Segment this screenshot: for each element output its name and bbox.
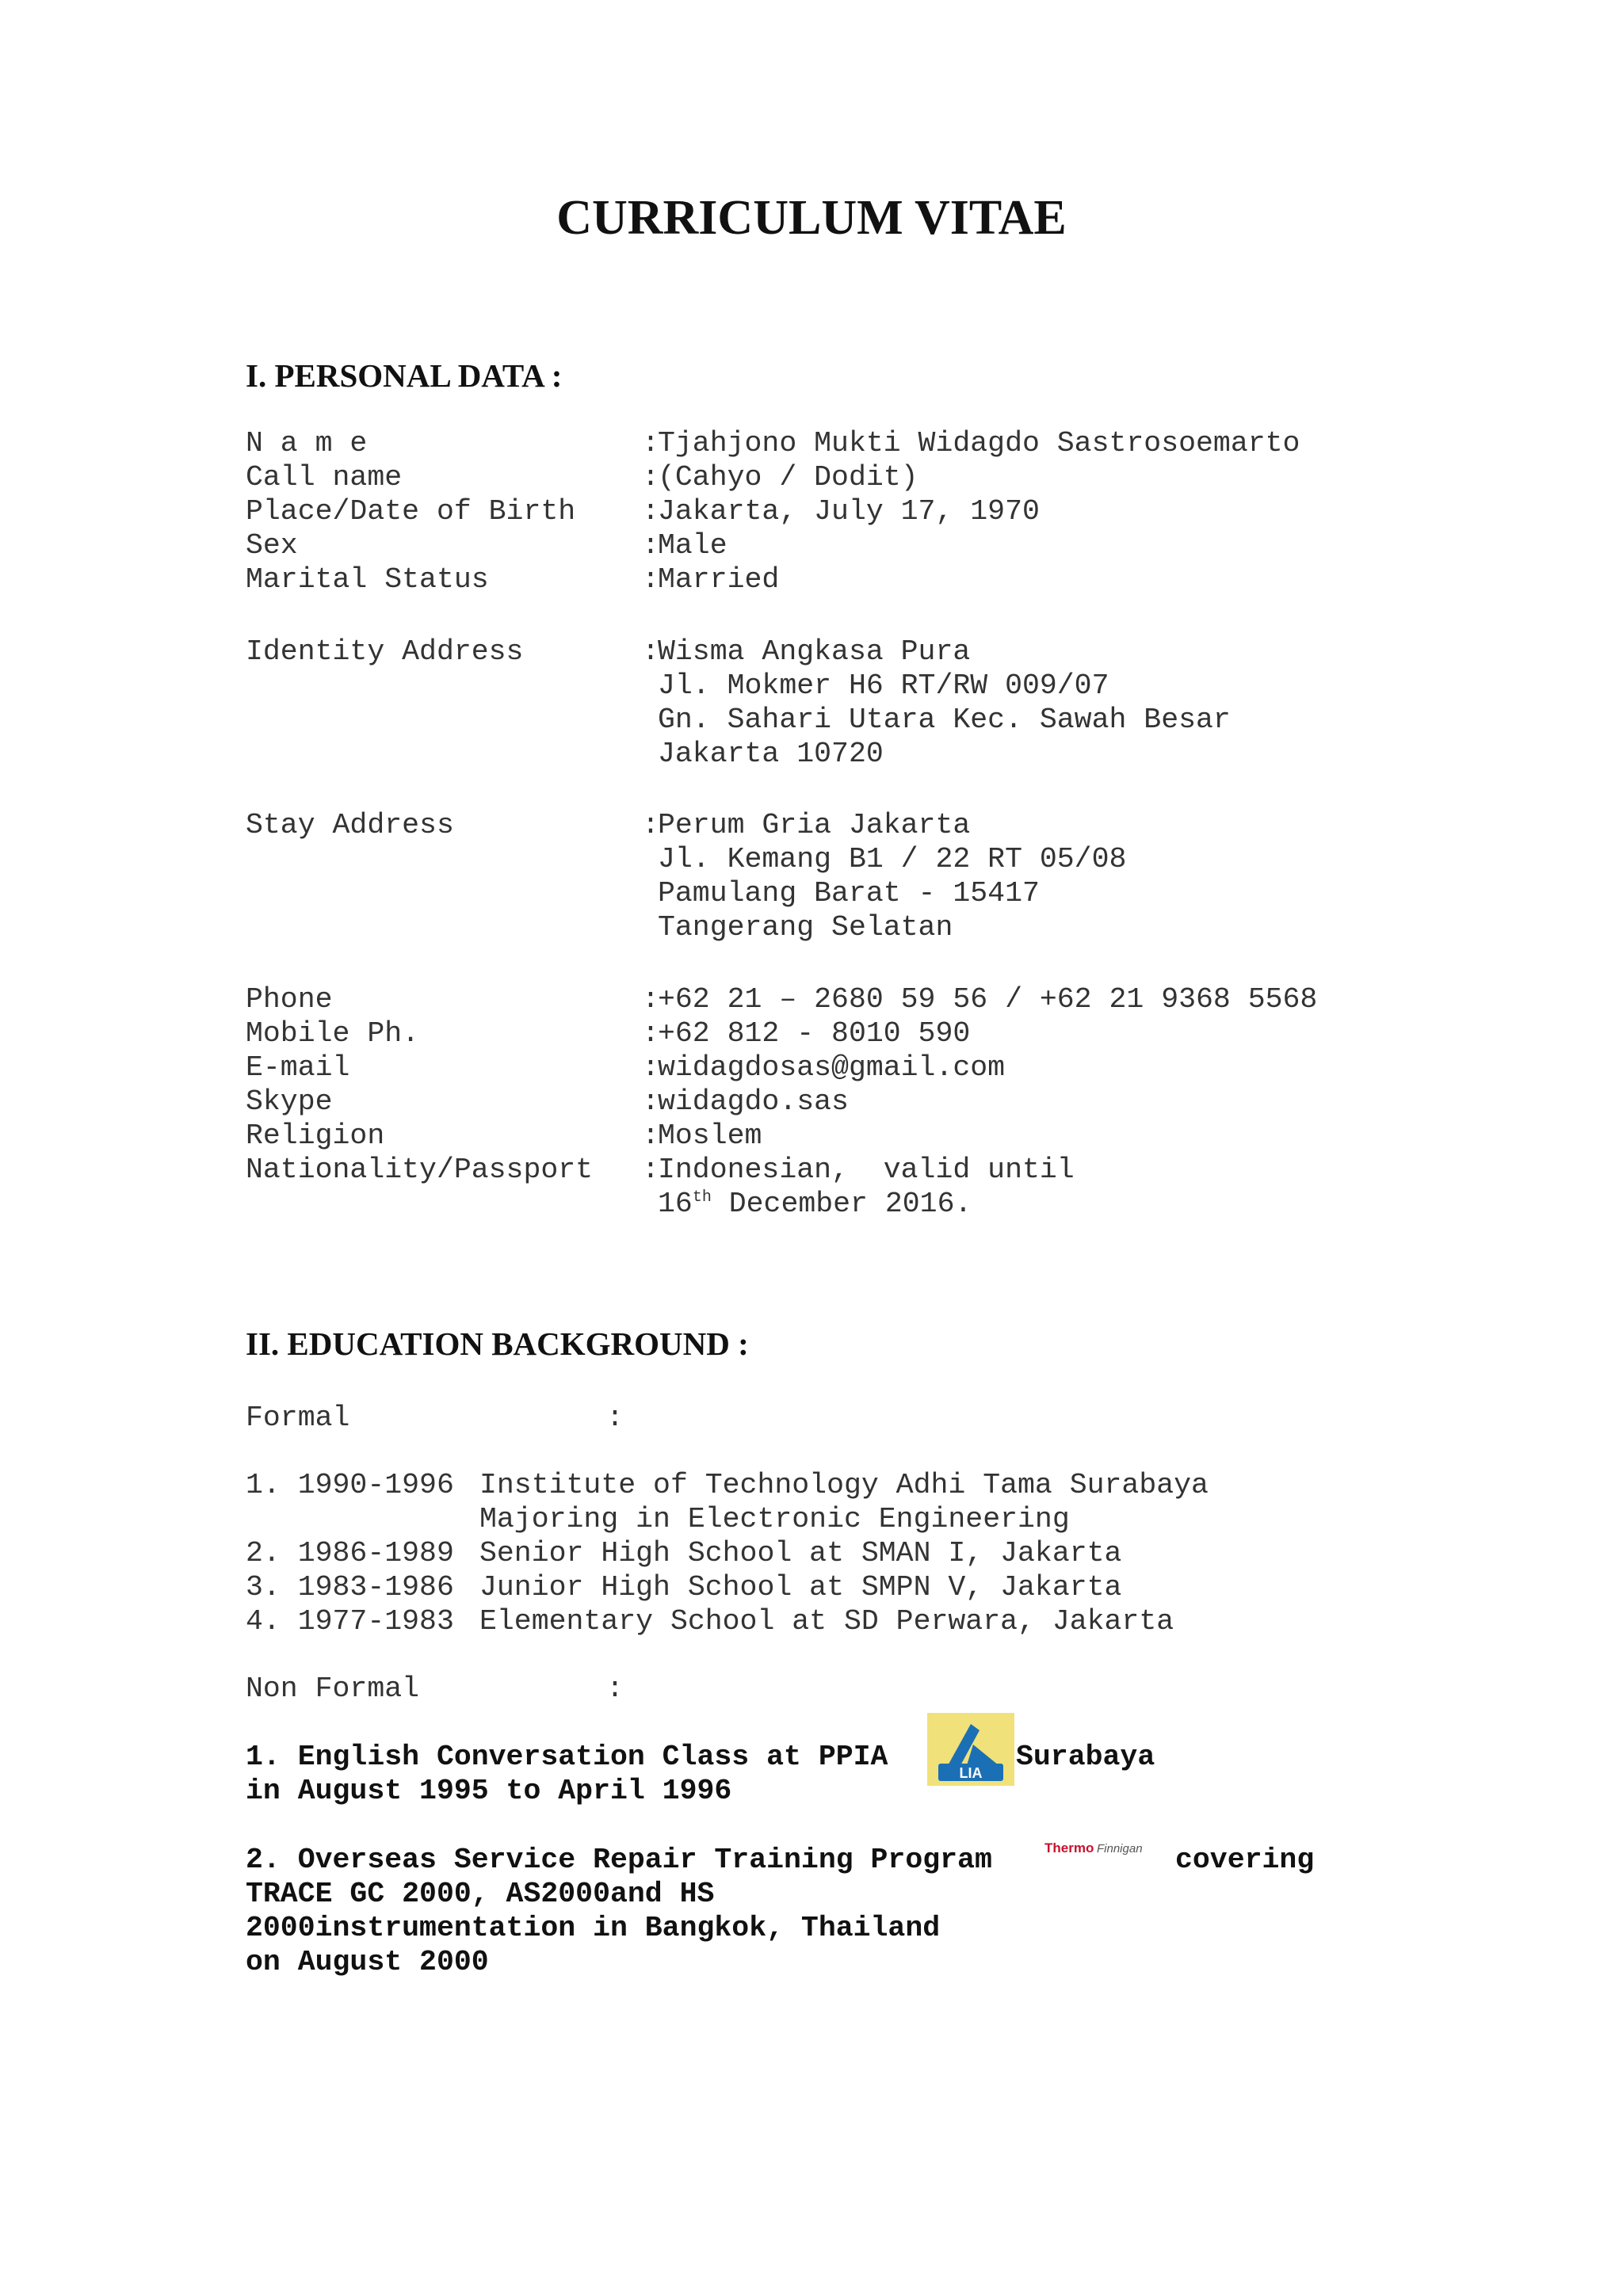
field-value: +62 812 - 8010 590: [658, 1017, 971, 1050]
nonformal-item-2-line4: on August 2000: [246, 1946, 489, 1978]
address-line: Perum Gria Jakarta: [658, 809, 971, 841]
field-value: (Cahyo / Dodit): [658, 461, 918, 494]
field-colon: :: [642, 563, 659, 596]
field-value: +62 21 – 2680 59 56 / +62 21 9368 5568: [658, 983, 1318, 1016]
field-label: Identity Address: [246, 635, 524, 668]
document-title: CURRICULUM VITAE: [556, 191, 1067, 245]
nonformal-item-2-line3: 2000instrumentation in Bangkok, Thailand: [246, 1912, 941, 1944]
field-label: Nationality/Passport: [246, 1154, 594, 1186]
field-label: Phone: [246, 983, 333, 1016]
formal-years: 4. 1977-1983: [246, 1605, 454, 1638]
thermo-finnigan-logo: [1043, 1835, 1162, 1862]
field-label: Mobile Ph.: [246, 1017, 420, 1050]
field-label: Call name: [246, 461, 403, 494]
field-label: E-mail: [246, 1051, 350, 1084]
passport-expiry: [658, 1187, 972, 1221]
address-line: Pamulang Barat - 15417: [658, 877, 1040, 910]
field-colon: :: [642, 809, 659, 841]
field-value: Tjahjono Mukti Widagdo Sastrosoemarto: [658, 427, 1300, 460]
nonformal-label: Non Formal: [246, 1672, 420, 1705]
field-value: Moslem: [658, 1119, 762, 1152]
lia-logo-text: LIA: [959, 1765, 983, 1781]
nonformal-item-1-text: 1. English Conversation Class at PPIA: [246, 1741, 888, 1773]
field-value: Jakarta, July 17, 1970: [658, 495, 1040, 528]
field-colon: :: [642, 1017, 659, 1050]
address-line: Gn. Sahari Utara Kec. Sawah Besar: [658, 704, 1231, 736]
nonformal-item-2-line2: TRACE GC 2000, AS2000and HS: [246, 1878, 715, 1910]
ordinal-suffix: th: [692, 1188, 712, 1207]
formal-years: 2. 1986-1989: [246, 1537, 454, 1569]
field-colon: :: [642, 635, 659, 668]
field-label: Skype: [246, 1085, 333, 1118]
formal-school: Institute of Technology Adhi Tama Surabaya: [479, 1469, 1209, 1501]
field-colon: :: [642, 529, 659, 562]
personal-data-heading: I. PERSONAL DATA :: [246, 357, 563, 394]
address-line: Jl. Kemang B1 / 22 RT 05/08: [658, 843, 1127, 875]
formal-years: 1. 1990-1996: [246, 1469, 454, 1501]
address-line: Wisma Angkasa Pura: [658, 635, 971, 668]
field-colon: :: [642, 427, 659, 460]
thermo-finnigan-logo-icon: [1043, 1835, 1162, 1862]
passport-day: 16: [658, 1188, 693, 1220]
nonformal-colon: :: [606, 1672, 624, 1705]
nonformal-item-1-city: Surabaya: [1016, 1741, 1155, 1773]
formal-label: Formal: [246, 1402, 350, 1434]
field-value: widagdo.sas: [658, 1085, 849, 1118]
field-label: Sex: [246, 529, 298, 562]
address-line: Tangerang Selatan: [658, 911, 953, 944]
nonformal-item-1-period: in August 1995 to April 1996: [246, 1775, 732, 1807]
field-value: Indonesian, valid until: [658, 1154, 1075, 1186]
formal-school: Senior High School at SMAN I, Jakarta: [479, 1537, 1122, 1569]
field-colon: :: [642, 1085, 659, 1118]
field-colon: :: [642, 1154, 659, 1186]
field-value: Married: [658, 563, 780, 596]
email-value: widagdosas@gmail.com: [658, 1051, 1006, 1084]
thermo-logo-text: Thermo: [1044, 1840, 1094, 1855]
formal-major: Majoring in Electronic Engineering: [479, 1503, 1070, 1535]
nonformal-item-2-covering: covering: [1175, 1844, 1315, 1876]
education-heading: II. EDUCATION BACKGROUND :: [246, 1325, 749, 1362]
field-colon: :: [642, 461, 659, 494]
field-colon: :: [642, 495, 659, 528]
passport-month-year: December 2016.: [711, 1188, 972, 1220]
formal-years: 3. 1983-1986: [246, 1571, 454, 1604]
address-line: Jakarta 10720: [658, 738, 884, 770]
formal-colon: :: [606, 1402, 624, 1434]
field-label: Stay Address: [246, 809, 454, 841]
field-label: N a m e: [246, 427, 368, 460]
finnigan-logo-text: Finnigan: [1097, 1842, 1143, 1855]
formal-school: Elementary School at SD Perwara, Jakarta: [479, 1605, 1174, 1638]
field-colon: :: [642, 1051, 659, 1084]
field-colon: :: [642, 983, 659, 1016]
lia-logo: [927, 1713, 1014, 1786]
field-label: Marital Status: [246, 563, 489, 596]
nonformal-item-2-text: 2. Overseas Service Repair Training Program: [246, 1844, 992, 1876]
field-label: Place/Date of Birth: [246, 495, 576, 528]
field-label: Religion: [246, 1119, 385, 1152]
address-line: Jl. Mokmer H6 RT/RW 009/07: [658, 669, 1109, 702]
field-value: Male: [658, 529, 727, 562]
formal-school: Junior High School at SMPN V, Jakarta: [479, 1571, 1122, 1604]
field-colon: :: [642, 1119, 659, 1152]
lia-logo-icon: [927, 1713, 1014, 1786]
